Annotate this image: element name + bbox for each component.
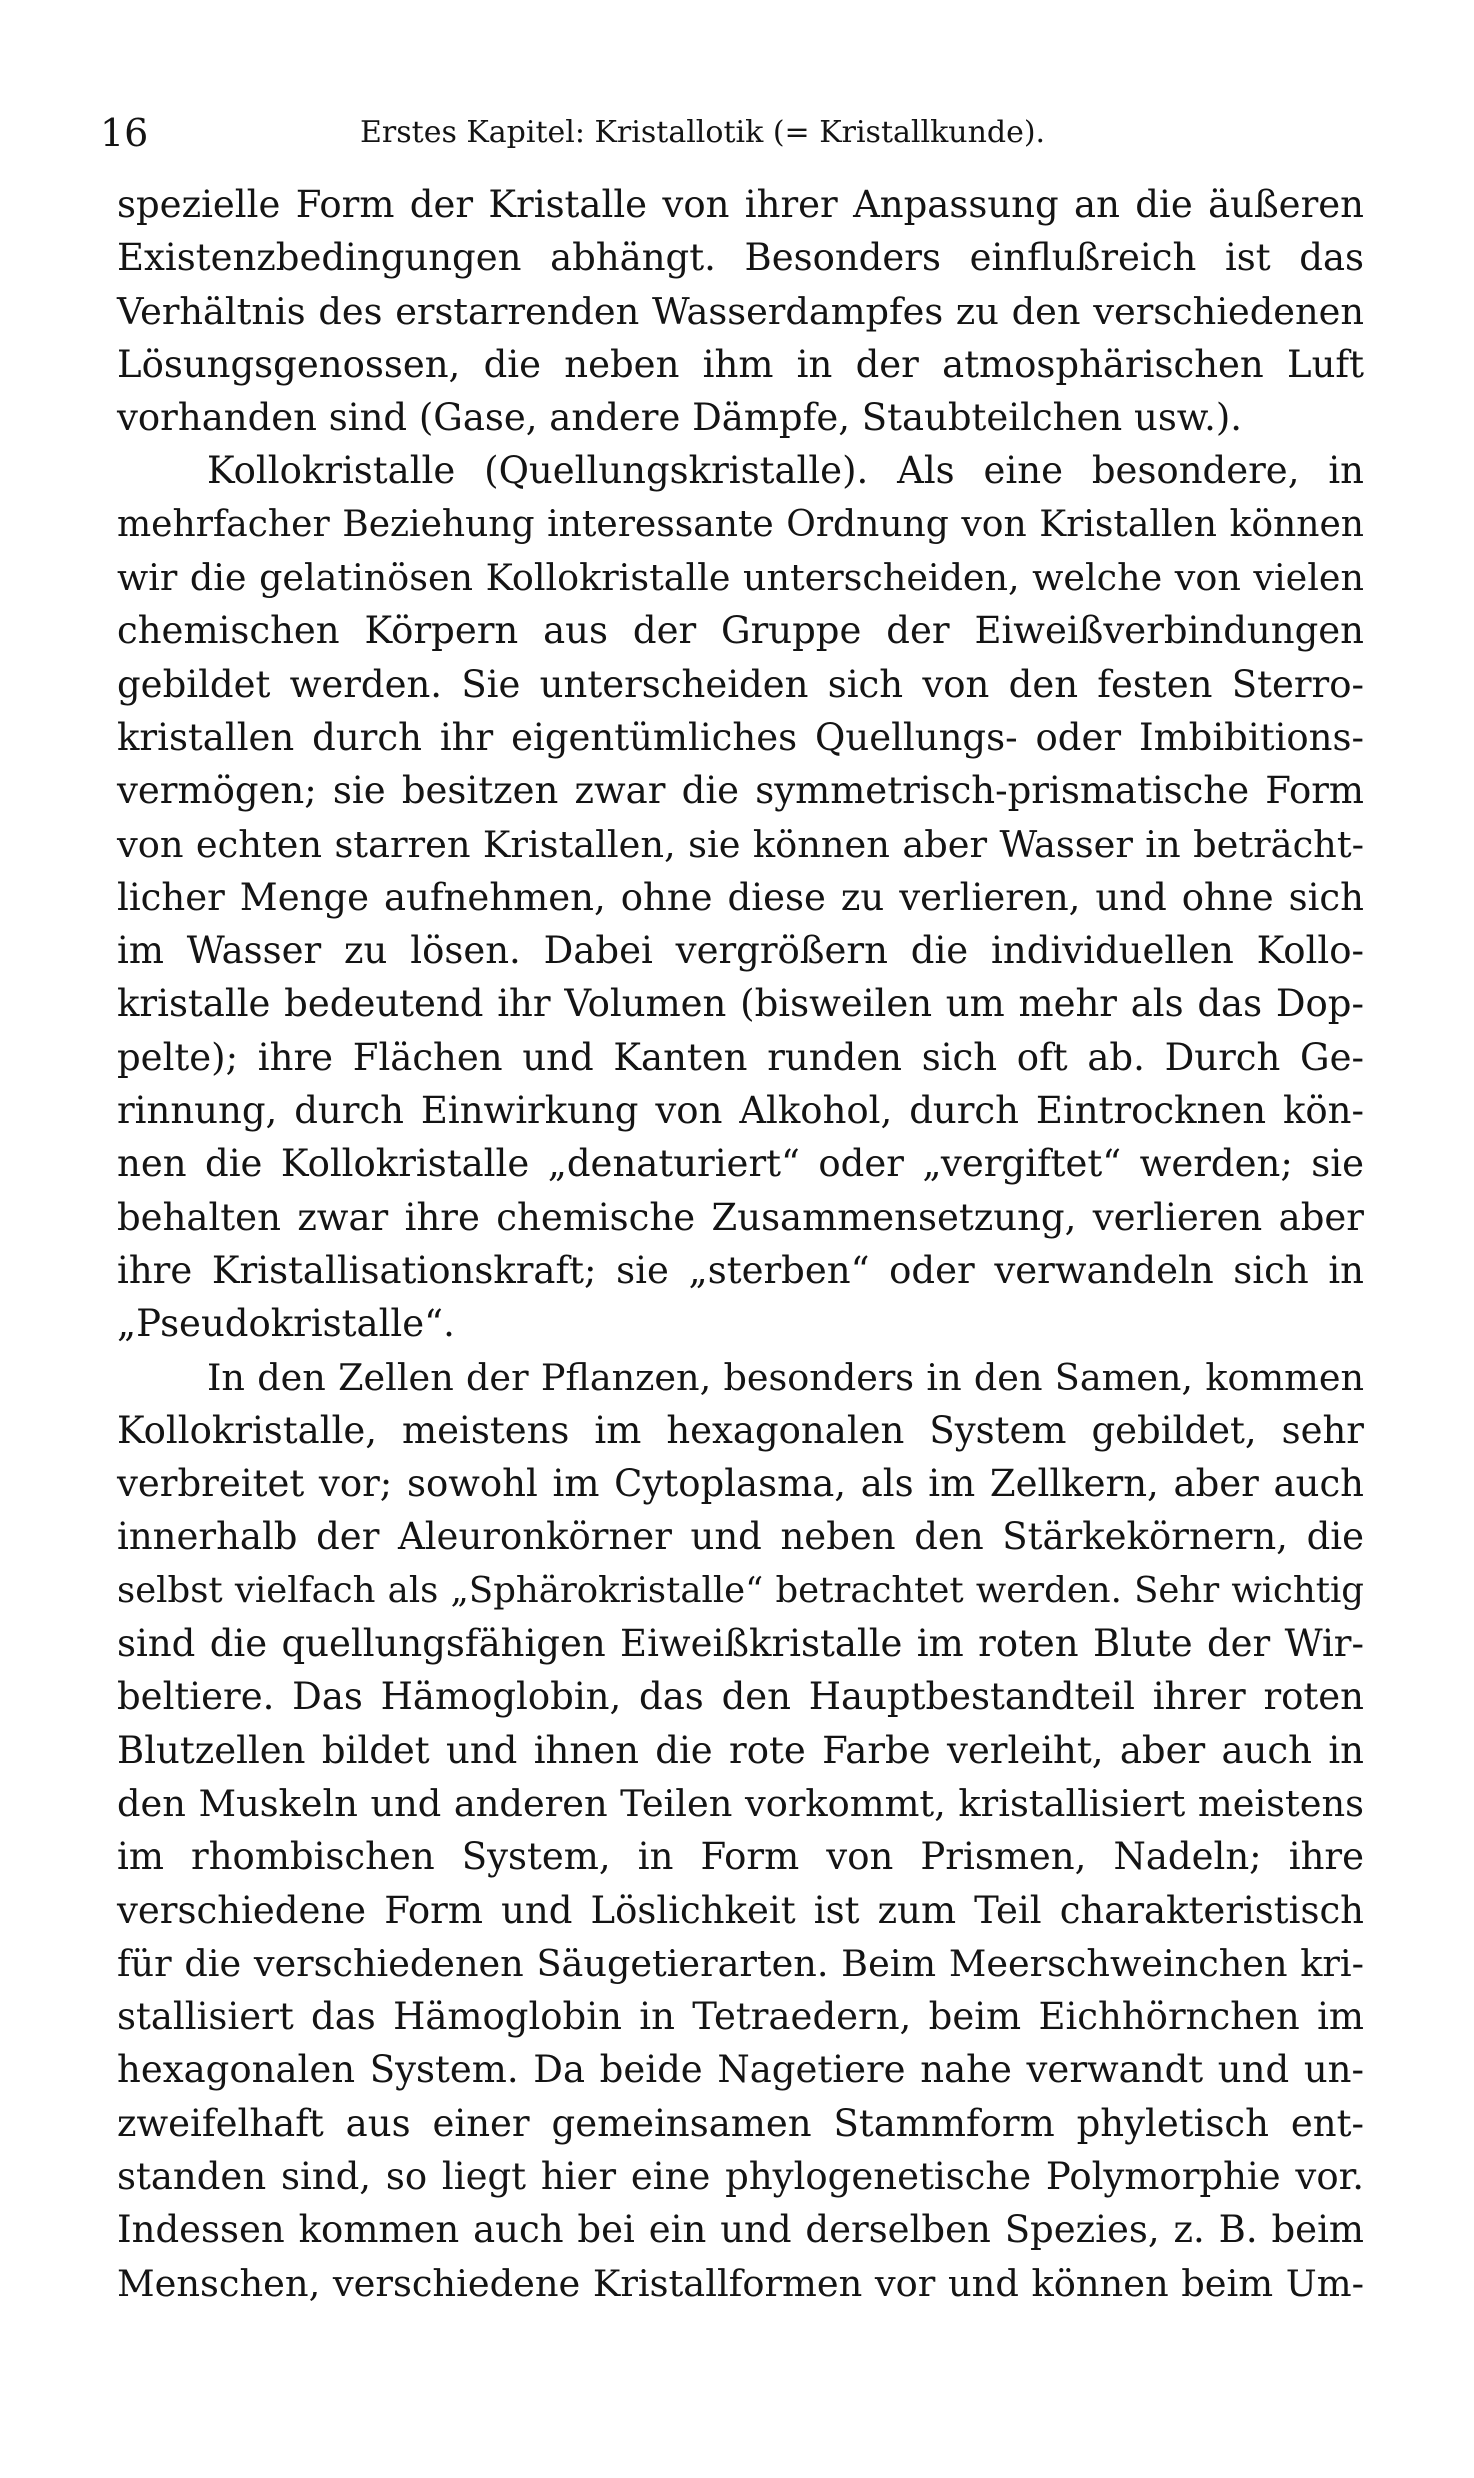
text-line: Indessen kommen auch bei ein und derselben Spezies, z. B. beim: [117, 2208, 1364, 2252]
text-line: rinnung, durch Einwirkung von Alkohol, durch Eintrocknen kön-: [117, 1089, 1364, 1133]
text-line: behalten zwar ihre chemische Zusammensetzung, verlieren aber: [117, 1195, 1364, 1239]
text-line: kristalle bedeutend ihr Volumen (bisweilen um mehr als das Dop-: [117, 982, 1364, 1026]
text-line: selbst vielfach als „Sphärokristalle“ betrachtet werden. Sehr wichtig: [117, 1569, 1364, 1611]
text-line: stallisiert das Hämoglobin in Tetraedern, beim Eichhörnchen im: [117, 1995, 1364, 2039]
text-line: ihre Kristallisationskraft; sie „sterben“ oder verwandeln sich in: [117, 1248, 1364, 1292]
text-line: mehrfacher Beziehung interessante Ordnung von Kristallen können: [117, 503, 1364, 545]
text-line: pelte); ihre Flächen und Kanten runden sich oft ab. Durch Ge-: [117, 1035, 1364, 1079]
text-line: standen sind, so liegt hier eine phylogenetische Polymorphie vor.: [117, 2154, 1364, 2198]
text-line: verschiedene Form und Löslichkeit ist zum Teil charakteristisch: [117, 1888, 1364, 1932]
text-line: chemischen Körpern aus der Gruppe der Eiweißverbindungen: [117, 609, 1364, 653]
text-line: beltiere. Das Hämoglobin, das den Hauptbestandteil ihrer roten: [117, 1675, 1364, 1719]
running-head: Erstes Kapitel: Kristallotik (= Kristallkunde).: [360, 115, 1046, 150]
text-line: verbreitet vor; sowohl im Cytoplasma, als im Zellkern, aber auch: [117, 1462, 1364, 1506]
text-line: spezielle Form der Kristalle von ihrer Anpassung an die äußeren: [117, 183, 1364, 226]
text-line: Menschen, verschiedene Kristallformen vor und können beim Um-: [117, 2261, 1364, 2305]
text-line: Kollokristalle (Quellungskristalle). Als eine besondere, in: [207, 449, 1364, 493]
text-line: vermögen; sie besitzen zwar die symmetrisch-prismatische Form: [117, 769, 1364, 813]
text-line: Kollokristalle, meistens im hexagonalen System gebildet, sehr: [117, 1408, 1364, 1452]
text-line: von echten starren Kristallen, sie können aber Wasser in beträcht-: [117, 822, 1364, 866]
text-line: sind die quellungsfähigen Eiweißkristalle im roten Blute der Wir-: [117, 1622, 1364, 1666]
text-line: licher Menge aufnehmen, ohne diese zu verlieren, und ohne sich: [117, 875, 1364, 919]
text-line: gebildet werden. Sie unterscheiden sich von den festen Sterro-: [117, 662, 1364, 706]
text-line: im rhombischen System, in Form von Prismen, Nadeln; ihre: [117, 1835, 1364, 1879]
text-line: Lösungsgenossen, die neben ihm in der atmosphärischen Luft: [117, 342, 1364, 386]
text-line: wir die gelatinösen Kollokristalle unterscheiden, welche von vielen: [117, 556, 1364, 600]
page-header: [100, 108, 1120, 158]
text-line: Verhältnis des erstarrenden Wasserdampfes zu den verschiedenen: [117, 289, 1364, 333]
text-line: den Muskeln und anderen Teilen vorkommt, kristallisiert meistens: [117, 1781, 1364, 1825]
text-line: „Pseudokristalle“.: [117, 1302, 455, 1346]
text-line: kristallen durch ihr eigentümliches Quellungs- oder Imbibitions-: [117, 715, 1364, 759]
text-line: nen die Kollokristalle „denaturiert“ oder „vergiftet“ werden; sie: [117, 1142, 1364, 1186]
text-line: Existenzbedingungen abhängt. Besonders einflußreich ist das: [117, 236, 1364, 280]
text-line: innerhalb der Aleuronkörner und neben den Stärkekörnern, die: [117, 1515, 1364, 1559]
text-line: für die verschiedenen Säugetierarten. Beim Meerschweinchen kri-: [117, 1941, 1364, 1985]
text-line: Blutzellen bildet und ihnen die rote Farbe verleiht, aber auch in: [117, 1728, 1364, 1772]
text-line: im Wasser zu lösen. Dabei vergrößern die individuellen Kollo-: [117, 929, 1364, 973]
body-text: [117, 178, 1364, 2310]
page-number: 16: [100, 111, 149, 155]
text-line: vorhanden sind (Gase, andere Dämpfe, Staubteilchen usw.).: [117, 396, 1243, 440]
text-line: hexagonalen System. Da beide Nagetiere nahe verwandt und un-: [117, 2048, 1364, 2092]
text-line: In den Zellen der Pflanzen, besonders in den Samen, kommen: [207, 1355, 1364, 1399]
text-line: zweifelhaft aus einer gemeinsamen Stammform phyletisch ent-: [117, 2101, 1364, 2145]
